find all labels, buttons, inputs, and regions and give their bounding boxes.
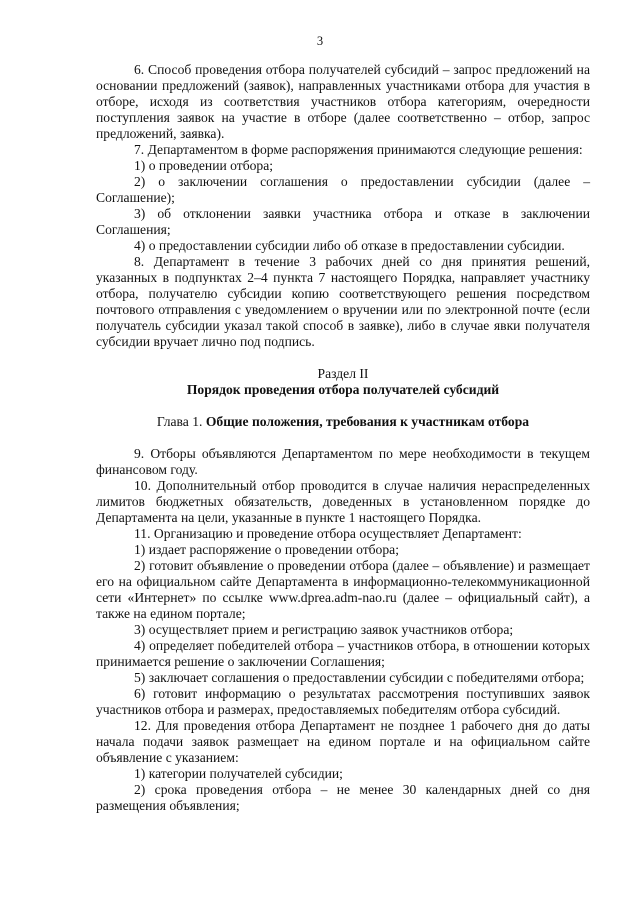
list-item: 2) готовит объявление о проведении отбора (далее – объявление) и размещает его на официальном сайте Департамента в информационно-телекоммуникационной сети «Интернет» по ссылке www.dprea.adm-nao.ru (далее – официальный сайт), а также на едином портале; xyxy=(96,558,590,621)
paragraph-11: 11. Организацию и проведение отбора осуществляет Департамент: xyxy=(134,526,522,541)
paragraph-12: 12. Для проведения отбора Департамент не позднее 1 рабочего дня до даты начала подачи заявок размещает на едином портале и на официальном сайте объявление с указанием: xyxy=(96,718,590,765)
paragraph-8: 8. Департамент в течение 3 рабочих дней со дня принятия решений, указанных в подпунктах 2–4 пункта 7 настоящего Порядка, направляет участнику отбора, получателю субсидии копию соответствующего решения посредством почтового отправления с уведомлением о вручении или по электронной почте (если получатель субсидии указал такой способ в заявке), либо в случае явки получателя субсидии вручает лично под подпись. xyxy=(96,254,590,349)
section-label: Раздел II xyxy=(317,366,369,381)
paragraph-6: 6. Способ проведения отбора получателей субсидий – запрос предложений на основании предложений (заявок), направленных участниками отбора для участия в отборе, исходя из соответствия участников отбора категориям, очередности поступления заявок на участие в отборе (далее соответственно – отбор, запрос предложений, заявка). xyxy=(96,62,590,141)
list-item: 3) об отклонении заявки участника отбора и отказе в заключении Соглашения; xyxy=(96,206,590,237)
list-item: 1) категории получателей субсидии; xyxy=(134,766,343,781)
list-item: 1) о проведении отбора; xyxy=(134,158,274,173)
chapter-prefix: Глава 1. xyxy=(156,414,203,429)
list-item: 2) о заключении соглашения о предоставлении субсидии (далее – Соглашение); xyxy=(96,174,590,205)
list-item: 4) о предоставлении субсидии либо об отказе в предоставлении субсидии. xyxy=(134,238,565,253)
list-item: 6) готовит информацию о результатах рассмотрения поступивших заявок участников отбора и размерах, предоставляемых победителям отбора субсидий. xyxy=(96,686,590,717)
page-number: 3 xyxy=(316,34,324,48)
list-item: 2) срока проведения отбора – не менее 30 календарных дней со дня размещения объявления; xyxy=(96,782,590,813)
paragraph-7: 7. Департаментом в форме распоряжения принимаются следующие решения: xyxy=(134,142,583,157)
document-body xyxy=(96,62,590,814)
section-title: Порядок проведения отбора получателей субсидий xyxy=(186,382,500,397)
chapter-heading xyxy=(96,414,590,430)
list-item: 5) заключает соглашения о предоставлении субсидии с победителями отбора; xyxy=(134,670,585,685)
list-item: 3) осуществляет прием и регистрацию заявок участников отбора; xyxy=(134,622,514,637)
paragraph-10: 10. Дополнительный отбор проводится в случае наличия нераспределенных лимитов бюджетных обязательств, доведенных в установленном порядке до Департамента на цели, указанные в пункте 1 настоящего Порядка. xyxy=(96,478,590,525)
list-item: 1) издает распоряжение о проведении отбора; xyxy=(134,542,399,557)
paragraph-9: 9. Отборы объявляются Департаментом по мере необходимости в текущем финансовом году. xyxy=(96,446,590,477)
chapter-title: Общие положения, требования к участникам отбора xyxy=(205,414,530,429)
list-item: 4) определяет победителей отбора – участников отбора, в отношении которых принимается решение о заключении Соглашения; xyxy=(96,638,590,669)
